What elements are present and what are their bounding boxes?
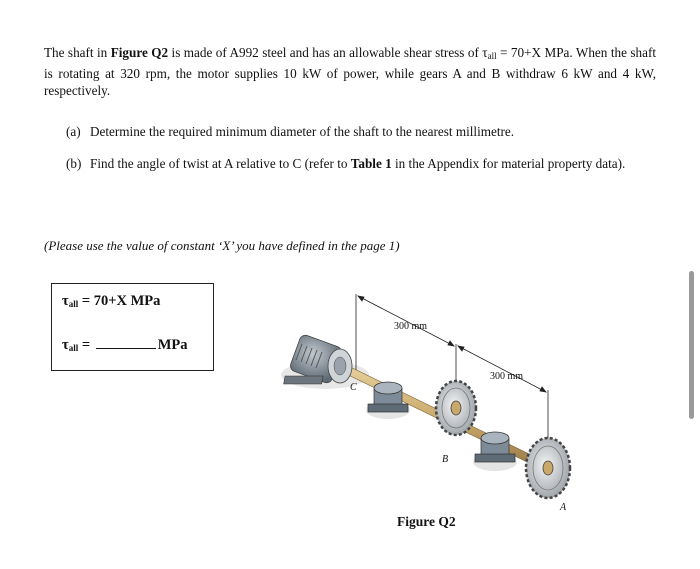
figure-reference: Figure Q2: [110, 45, 169, 60]
table-reference: Table 1: [350, 156, 392, 171]
gear-b: [436, 381, 476, 435]
allowable-stress-answer-line: $\tau_{all}$ = MPa: [62, 337, 188, 353]
part-b-label: (b): [66, 156, 82, 171]
part-a: [66, 123, 656, 140]
motor: [284, 334, 352, 385]
shaft-diagram: [280, 280, 620, 530]
gear-a: [526, 438, 570, 498]
vertical-scrollbar[interactable]: [689, 271, 694, 419]
label-a: A: [560, 502, 567, 513]
label-c: C: [350, 382, 357, 393]
dimension-label-right: 300 mm: [490, 371, 524, 382]
allowable-stress-definition: $\tau_{all} = 70+X$ MPa: [62, 293, 161, 309]
instruction-note: (Please use the value of constant ‘X’ you have defined in the page 1): [44, 238, 400, 253]
answer-blank[interactable]: [96, 336, 156, 349]
part-a-text: Determine the required minimum diameter of the shaft to the nearest millimetre.: [90, 124, 515, 139]
answer-box: [51, 283, 214, 371]
part-b: (b) Find the angle of twist at A relative to C (refer to Table 1 in the Appendix for material property data).: [66, 156, 626, 171]
problem-statement: The shaft in Figure Q2 is made of A992 steel and has an allowable shear stress of $\tau_{all} = 70+X$ MPa. When the shaft is rotating at 320 rpm, the motor supplies 10 kW of power, while gears A and B withdraw 6 kW and 4 kW, respectively.: [44, 45, 656, 98]
figure-caption: Figure Q2: [397, 514, 456, 529]
dimension-label-left: 300 mm: [394, 321, 428, 332]
label-b: B: [442, 454, 449, 465]
part-a-label: (a): [66, 124, 81, 139]
figure-q2-illustration: [280, 280, 620, 530]
